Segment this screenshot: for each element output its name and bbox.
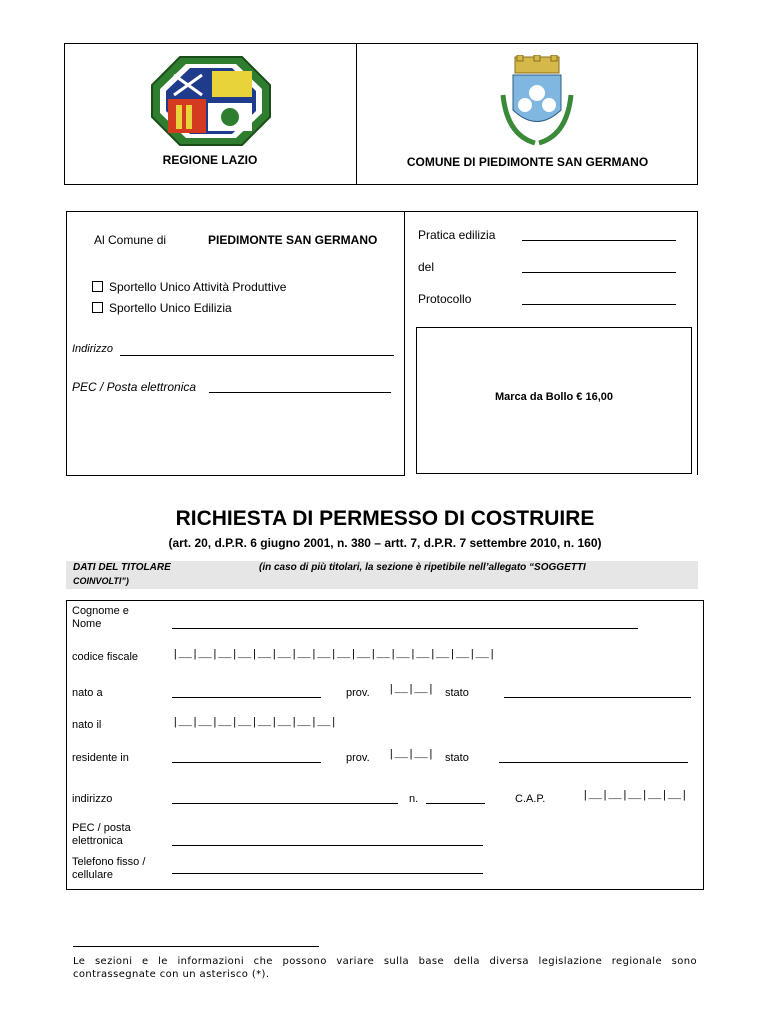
pec-form-label: PEC / posta elettronica bbox=[72, 822, 131, 847]
telefono-label: Telefono fisso / cellulare bbox=[72, 856, 146, 881]
stato-field-1[interactable] bbox=[504, 697, 691, 698]
office-box-right bbox=[697, 211, 698, 475]
stato-field-2[interactable] bbox=[499, 762, 688, 763]
codice-fiscale-field[interactable]: |__|__|__|__|__|__|__|__|__|__|__|__|__|__|__|__| bbox=[172, 649, 496, 661]
section-heading: DATI DEL TITOLARE bbox=[73, 562, 171, 573]
footnote-rule bbox=[73, 946, 319, 947]
indirizzo-form-label: indirizzo bbox=[72, 793, 113, 805]
del-label: del bbox=[418, 260, 435, 274]
stamp-label: Marca da Bollo € 16,00 bbox=[495, 391, 613, 403]
stato-label-1: stato bbox=[445, 687, 469, 699]
comune-name: PIEDIMONTE SAN GERMANO bbox=[208, 233, 378, 247]
cognome-field[interactable] bbox=[172, 628, 638, 629]
pec-label: PEC / Posta elettronica bbox=[72, 380, 197, 394]
regione-lazio-label: REGIONE LAZIO bbox=[162, 153, 258, 167]
prov-field-2[interactable]: |__|__| bbox=[388, 749, 435, 761]
codice-fiscale-label: codice fiscale bbox=[72, 651, 139, 663]
stato-label-2: stato bbox=[445, 752, 469, 764]
nato-a-field[interactable] bbox=[172, 697, 321, 698]
nato-il-label: nato il bbox=[72, 719, 102, 731]
prov-label-2: prov. bbox=[346, 752, 370, 764]
cap-field[interactable]: |__|__|__|__|__| bbox=[582, 790, 688, 802]
page-subtitle: (art. 20, d.P.R. 6 giugno 2001, n. 380 – artt. 7, d.P.R. 7 settembre 2010, n. 160) bbox=[168, 536, 602, 550]
checkbox-suap[interactable] bbox=[92, 281, 103, 292]
cognome-label: Cognome e Nome bbox=[72, 605, 129, 630]
option-sue[interactable] bbox=[92, 301, 232, 315]
pec-form-field[interactable] bbox=[172, 845, 483, 846]
recipient-box-left bbox=[66, 211, 67, 476]
prov-label-1: prov. bbox=[346, 687, 370, 699]
page-title: RICHIESTA DI PERMESSO DI COSTRUIRE bbox=[175, 507, 595, 530]
pratica-label: Pratica edilizia bbox=[418, 228, 496, 242]
pec-field[interactable] bbox=[209, 392, 391, 393]
indirizzo-form-field[interactable] bbox=[172, 803, 398, 804]
comune-label: COMUNE DI PIEDIMONTE SAN GERMANO bbox=[406, 155, 649, 169]
del-field[interactable] bbox=[522, 272, 676, 273]
comune-coat-of-arms bbox=[497, 55, 577, 150]
prov-field-1[interactable]: |__|__| bbox=[388, 684, 435, 696]
telefono-field[interactable] bbox=[172, 873, 483, 874]
section-note: (in caso di più titolari, la sezione è ripetibile nell’allegato “SOGGETTI bbox=[259, 562, 586, 573]
pratica-field[interactable] bbox=[522, 240, 676, 241]
n-field[interactable] bbox=[426, 803, 485, 804]
indirizzo-field[interactable] bbox=[120, 355, 394, 356]
checkbox-sue[interactable] bbox=[92, 302, 103, 313]
indirizzo-label: Indirizzo bbox=[72, 343, 113, 355]
nato-il-field[interactable]: |__|__|__|__|__|__|__|__| bbox=[172, 717, 338, 729]
option-sue-label: Sportello Unico Edilizia bbox=[109, 301, 232, 315]
regione-lazio-crest bbox=[150, 55, 272, 147]
residente-field[interactable] bbox=[172, 762, 321, 763]
recipient-divider bbox=[404, 211, 405, 476]
footnote-text: Le sezioni e le informazioni che possono variare sulla base della diversa legislazione regionale sono contrassegnate con un asterisco (*). bbox=[73, 956, 697, 980]
option-suap-label: Sportello Unico Attività Produttive bbox=[109, 280, 287, 294]
cap-label: C.A.P. bbox=[515, 793, 546, 805]
recipient-box-bottom bbox=[66, 475, 405, 476]
residente-label: residente in bbox=[72, 752, 129, 764]
protocollo-field[interactable] bbox=[522, 304, 676, 305]
option-suap[interactable] bbox=[92, 280, 286, 294]
titolare-form-box bbox=[66, 600, 704, 890]
section-note-cont: COINVOLTI”) bbox=[73, 576, 129, 586]
protocollo-label: Protocollo bbox=[418, 292, 472, 306]
al-comune-label: Al Comune di bbox=[94, 233, 167, 247]
recipient-box-top bbox=[66, 211, 698, 212]
n-label: n. bbox=[409, 793, 419, 805]
nato-a-label: nato a bbox=[72, 687, 103, 699]
